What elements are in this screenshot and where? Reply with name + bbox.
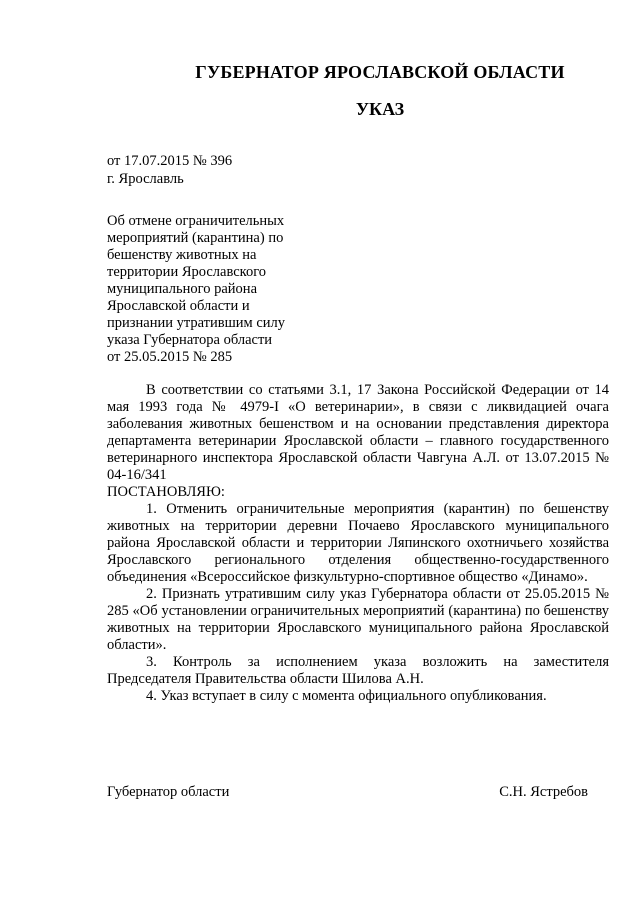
- document-type-title: УКАЗ: [355, 99, 405, 119]
- decree-item-1: 1. Отменить ограничительные мероприятия (карантин) по бешенству животных на территории деревни Почаево Ярославского муниципального района Ярославской области и территории Ляпинского охотничьего хозяйства Ярославского регионального отделения общественно-государственного объединения «Всероссийское физкультурно-спортивное общество «Динамо».: [107, 501, 609, 585]
- subject-line: от 25.05.2015 № 285: [107, 349, 233, 365]
- subject-line: признании утратившим силу: [107, 315, 286, 331]
- subject-line: указа Губернатора области: [107, 332, 273, 348]
- subject-line: муниципального района: [107, 281, 257, 297]
- document-subject: [107, 213, 307, 366]
- document-body: [107, 382, 609, 705]
- signer-position: Губернатор области: [107, 784, 230, 800]
- subject-line: бешенству животных на: [107, 247, 257, 263]
- decree-item-4: 4. Указ вступает в силу с момента официального опубликования.: [146, 688, 547, 704]
- preamble-paragraph: В соответствии со статьями 3.1, 17 Закона Российской Федерации от 14 мая 1993 года № 4979-I «О ветеринарии», в связи с ликвидацией очага заболевания животных бешенством и на основании представления директора департамента ветеринарии Ярославской области – главного государственного ветеринарного инспектора Ярославской области Чавгуна А.Л. от 13.07.2015 № 04-16/341: [107, 382, 609, 483]
- subject-line: Ярославской области и: [107, 298, 250, 314]
- subject-line: мероприятий (карантина) по: [107, 230, 284, 246]
- document-place: г. Ярославль: [107, 171, 184, 187]
- subject-line: территории Ярославского: [107, 264, 267, 280]
- subject-line: Об отмене ограничительных: [107, 213, 285, 229]
- signer-name: С.Н. Ястребов: [499, 784, 588, 800]
- resolve-heading: ПОСТАНОВЛЯЮ:: [107, 484, 225, 500]
- decree-item-2: 2. Признать утратившим силу указ Губернатора области от 25.05.2015 № 285 «Об установлении ограничительных мероприятий (карантина) по бешенству животных на территории Ярославского муниципального района Ярославской области».: [107, 586, 609, 653]
- document-meta: [107, 152, 232, 188]
- document-date-number: от 17.07.2015 № 396: [107, 153, 233, 169]
- document-issuer-title: ГУБЕРНАТОР ЯРОСЛАВСКОЙ ОБЛАСТИ: [195, 62, 565, 82]
- decree-item-3: 3. Контроль за исполнением указа возложить на заместителя Председателя Правительства области Шилова А.Н.: [107, 654, 609, 687]
